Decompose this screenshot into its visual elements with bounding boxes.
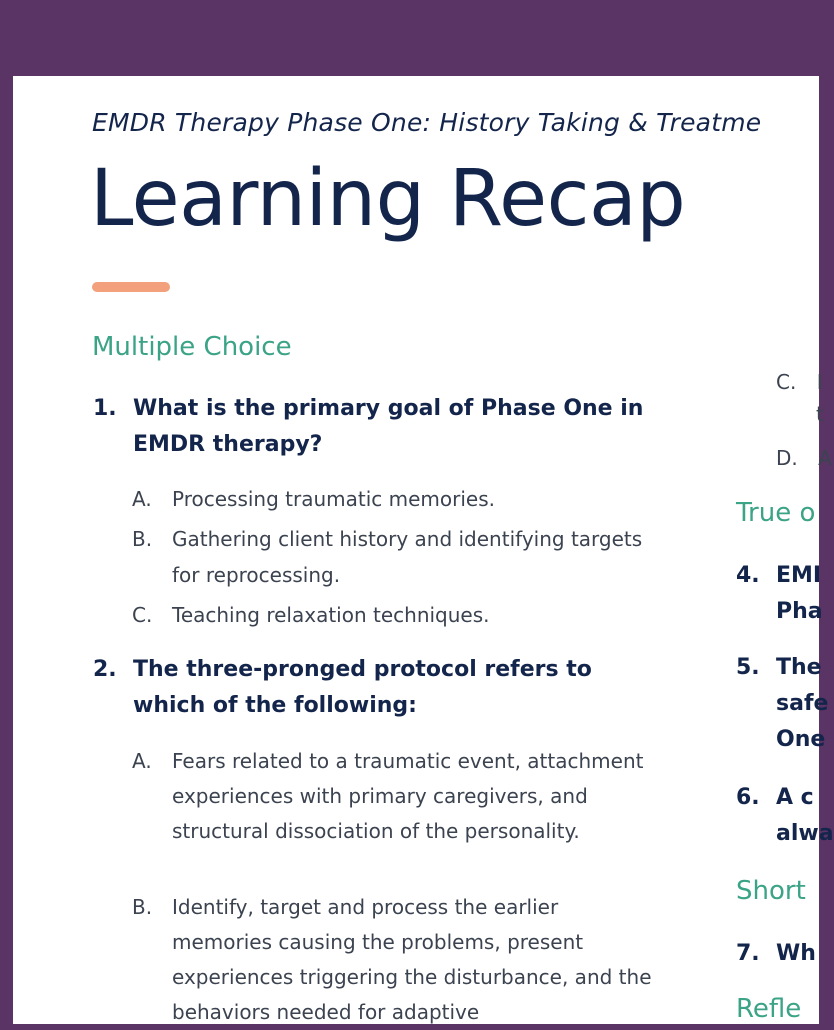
option-text: Processing traumatic memories. [172, 487, 496, 511]
option-letter: B. [132, 527, 153, 551]
question-1-option-b [132, 521, 652, 593]
question-text-line-1: The [776, 655, 822, 680]
option-text: Identify, target and process the earlier memories causing the problems, present experiences triggering the disturbance, and the behaviors needed for adaptive [172, 895, 652, 1024]
document-subtitle: EMDR Therapy Phase One: History Taking & Treatme [92, 108, 762, 137]
option-letter: C. [132, 603, 153, 627]
question-2 [93, 652, 653, 724]
page-title: Learning Recap [90, 154, 686, 244]
option-letter: D. [776, 446, 798, 470]
question-text-line-1: A c [776, 785, 814, 810]
option-text: A [818, 446, 832, 470]
question-2-option-b [132, 890, 652, 1030]
question-text: What is the primary goal of Phase One in EMDR therapy? [133, 396, 644, 457]
question-text-line-2: alwa [776, 821, 834, 846]
question-number: 2. [93, 657, 117, 682]
question-2-option-a [132, 744, 652, 849]
question-text-line-2: Pha [776, 599, 823, 624]
question-6 [736, 780, 834, 846]
question-number: 1. [93, 396, 117, 421]
section-heading-true-false: True o [736, 498, 816, 528]
question-text-line-1: Wh [776, 941, 816, 966]
accent-divider [92, 282, 170, 292]
question-text-line-2: safe [776, 691, 829, 716]
question-number: 4. [736, 563, 760, 588]
question-text-line-3: One [776, 727, 826, 752]
section-heading-reflection: Refle [736, 994, 802, 1024]
option-letter: C. [776, 370, 797, 394]
section-heading-multiple-choice: Multiple Choice [92, 332, 292, 362]
question-number: 7. [736, 941, 760, 966]
option-text: Fears related to a traumatic event, attachment experiences with primary caregivers, and structural dissociation of the personality. [172, 749, 644, 843]
question-5 [736, 650, 829, 752]
option-letter: B. [132, 895, 153, 919]
section-heading-short-answer: Short [736, 876, 806, 906]
option-letter: A. [132, 487, 152, 511]
question-1-option-a [132, 481, 652, 517]
option-letter: A. [132, 749, 152, 773]
question-4 [736, 558, 823, 624]
right-option-c-continued: t [816, 402, 824, 426]
right-option-c [776, 364, 823, 400]
question-7 [736, 936, 816, 972]
option-text: Teaching relaxation techniques. [172, 603, 490, 627]
question-1-option-c [132, 597, 652, 633]
question-text: The three-pronged protocol refers to which of the following: [133, 657, 592, 718]
option-text: Gathering client history and identifying targets for reprocessing. [172, 527, 643, 587]
question-number: 6. [736, 785, 760, 810]
question-1 [93, 391, 653, 463]
document-page [13, 76, 834, 1024]
question-number: 5. [736, 655, 760, 680]
question-text-line-1: EMI [776, 563, 822, 588]
option-text: I [816, 370, 823, 394]
right-option-d [776, 440, 832, 476]
